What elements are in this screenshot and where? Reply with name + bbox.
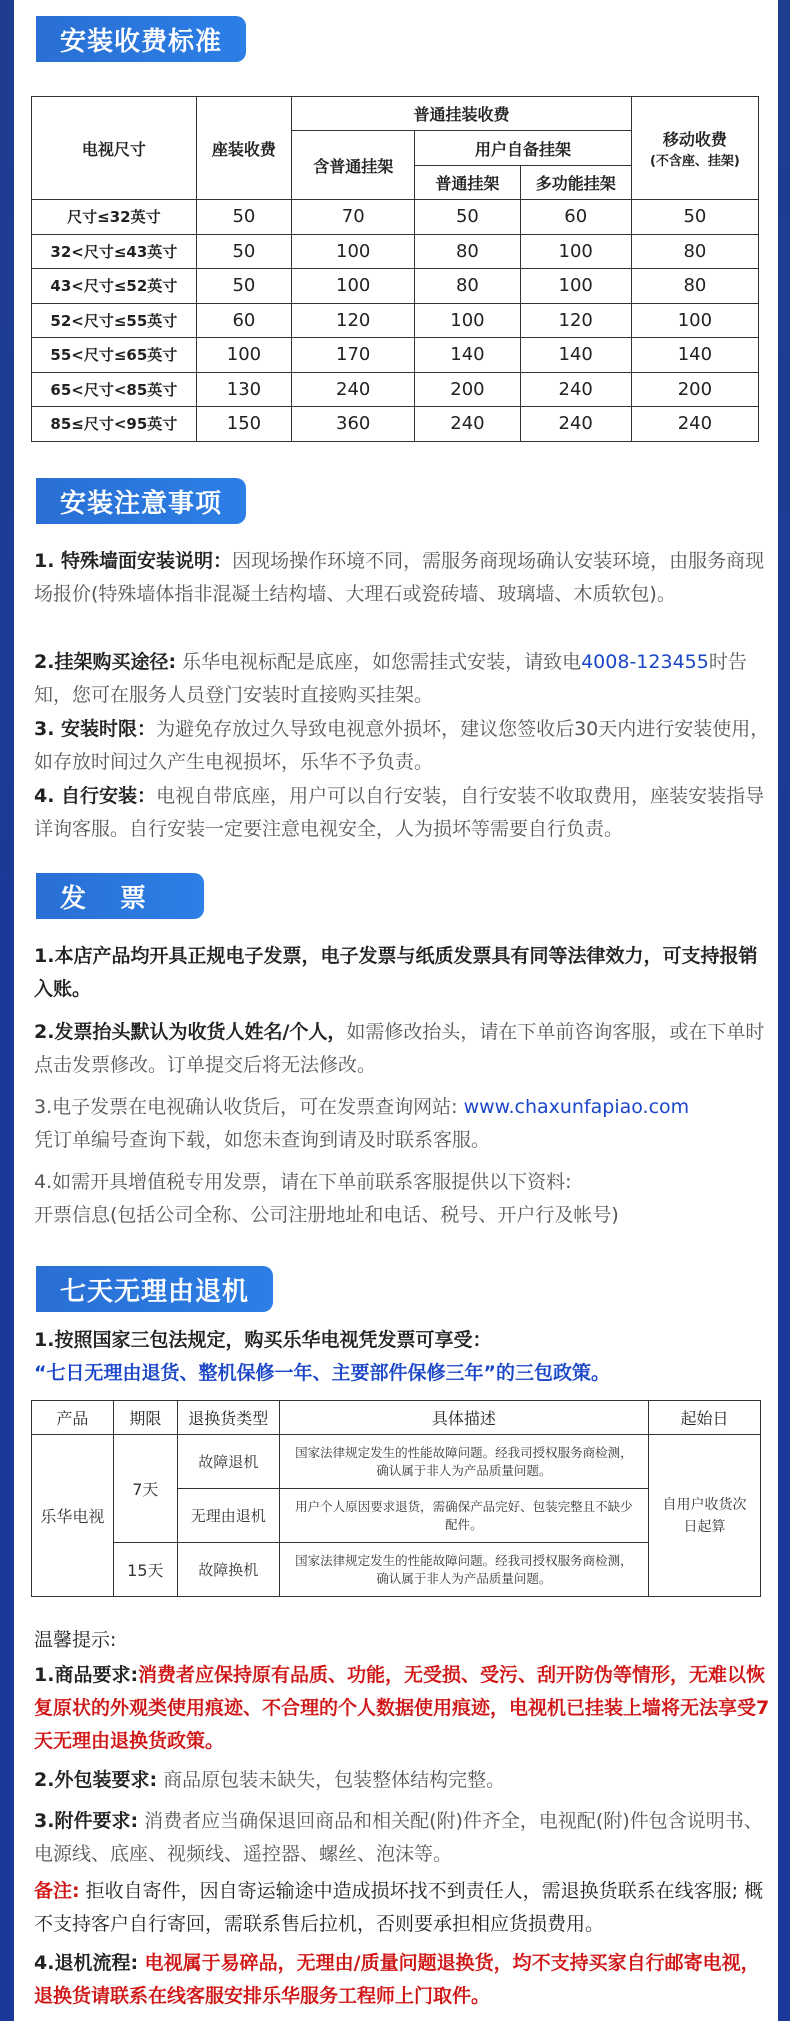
section-title-invoice: 发票 [36,873,204,919]
cell-size: 85≤尺寸<95英寸 [32,407,197,442]
cell-desc: 国家法律规定发生的性能故障问题。经我司授权服务商检测，确认属于非人为产品质量问题。 [279,1435,648,1489]
table-row [32,338,759,373]
cell-multi: 140 [520,338,631,373]
tip-1: 1.商品要求:消费者应保持原有品质、功能，无受损、受污、刮开防伪等情形，无难以恢复原状的外观类使用痕迹、不合理的个人数据使用痕迹，电视机已挂装上墙将无法享受7天无理由退换货政策。 [34,1664,770,1752]
table-row [32,200,759,235]
cell-type: 故障退机 [177,1435,279,1489]
th-seat-fee: 座装收费 [196,97,291,200]
return-policy-table [31,1400,761,1597]
cell-normal: 100 [415,303,520,338]
th-user-own-mount: 用户自备挂架 [415,131,632,166]
cell-desc: 国家法律规定发生的性能故障问题。经我司授权服务商检测，确认属于非人为产品质量问题。 [279,1543,648,1597]
table-row [32,303,759,338]
th-return-type: 退换货类型 [177,1401,279,1435]
hotline-number: 4008-123455 [581,651,709,673]
cell-multi: 240 [520,372,631,407]
cell-multi: 240 [520,407,631,442]
invoice-item-4: 4.如需开具增值税专用发票，请在下单前联系客服提供以下资料: 开票信息(包括公司全称、公司注册地址和电话、税号、开户行及帐号) [34,1171,619,1226]
cell-seat: 50 [196,234,291,269]
invoice-query-link[interactable]: www.chaxunfapiao.com [463,1096,690,1118]
return-intro: 1.按照国家三包法规定，购买乐华电视凭发票可享受： “七日无理由退货、整机保修一年、主要部件保修三年”的三包政策。 [34,1329,610,1384]
th-normal-mount-fee: 普通挂装收费 [292,97,632,131]
th-normal-mount: 普通挂架 [415,166,520,200]
cell-seat: 60 [196,303,291,338]
cell-size: 52<尺寸≤55英寸 [32,303,197,338]
cell-size: 55<尺寸≤65英寸 [32,338,197,373]
section-title-notes: 安装注意事项 [36,478,246,524]
th-move-fee: 移动收费 (不含座、挂架) [631,97,758,200]
note-item-3: 3. 安装时限：为避免存放过久导致电视意外损坏，建议您签收后30天内进行安装使用，如存放时间过久产生电视损坏，乐华不予负责。 [34,718,770,773]
cell-seat: 150 [196,407,291,442]
invoice-item-3: 3.电子发票在电视确认收货后，可在发票查询网站: www.chaxunfapiao.com 凭订单编号查询下载，如您未查询到请及时联系客服。 [34,1096,690,1151]
th-multi-mount: 多功能挂架 [520,166,631,200]
cell-move: 50 [631,200,758,235]
tip-note: 备注: 拒收自寄件，因自寄运输途中造成损坏找不到责任人，需退换货联系在线客服; 概不支持客户自行寄回，需联系售后拉机，否则要承担相应货损费用。 [34,1880,764,1935]
cell-incl: 360 [292,407,415,442]
tips-title: 温馨提示: [34,1629,117,1651]
cell-size: 尺寸≤32英寸 [32,200,197,235]
invoice-item-2: 2.发票抬头默认为收货人姓名/个人，如需修改抬头，请在下单前咨询客服，或在下单时点击发票修改。订单提交后将无法修改。 [34,1021,765,1076]
th-period: 期限 [113,1401,177,1435]
th-tv-size: 电视尺寸 [32,97,197,200]
cell-multi: 120 [520,303,631,338]
table-row [32,234,759,269]
tip-2: 2.外包装要求: 商品原包装未缺失，包装整体结构完整。 [34,1769,506,1791]
th-product: 产品 [32,1401,114,1435]
table-row [32,1435,761,1489]
cell-multi: 100 [520,269,631,304]
cell-multi: 100 [520,234,631,269]
cell-size: 32<尺寸≤43英寸 [32,234,197,269]
th-start-day: 起始日 [649,1401,761,1435]
cell-move: 140 [631,338,758,373]
cell-incl: 120 [292,303,415,338]
cell-normal: 140 [415,338,520,373]
cell-normal: 80 [415,269,520,304]
table-row [32,407,759,442]
install-fee-table [31,96,759,442]
table-row [32,372,759,407]
cell-incl: 240 [292,372,415,407]
cell-normal: 50 [415,200,520,235]
note-item-4: 4. 自行安装：电视自带底座，用户可以自行安装，自行安装不收取费用，座装安装指导详询客服。自行安装一定要注意电视安全，人为损坏等需要自行负责。 [34,785,765,840]
cell-desc: 用户个人原因要求退货，需确保产品完好、包装完整且不缺少配件。 [279,1489,648,1543]
section-title-install-fee: 安装收费标准 [36,16,246,62]
cell-seat: 100 [196,338,291,373]
section-title-return: 七天无理由退机 [36,1266,273,1312]
note-item-2: 2.挂架购买途径: 乐华电视标配是底座，如您需挂式安装，请致电4008-123455时告知，您可在服务人员登门安装时直接购买挂架。 [34,651,747,706]
cell-seat: 50 [196,200,291,235]
cell-move: 100 [631,303,758,338]
cell-move: 200 [631,372,758,407]
cell-period: 7天 [113,1435,177,1543]
cell-incl: 170 [292,338,415,373]
cell-incl: 70 [292,200,415,235]
cell-multi: 60 [520,200,631,235]
cell-seat: 50 [196,269,291,304]
cell-move: 240 [631,407,758,442]
cell-seat: 130 [196,372,291,407]
cell-normal: 200 [415,372,520,407]
th-incl-normal-mount: 含普通挂架 [292,131,415,200]
cell-period: 15天 [113,1543,177,1597]
invoice-item-1: 1.本店产品均开具正规电子发票，电子发票与纸质发票具有同等法律效力，可支持报销入账。 [34,945,758,1000]
page [14,0,778,2021]
tip-3: 3.附件要求: 消费者应当确保退回商品和相关配(附)件齐全，电视配(附)件包含说明书、电源线、底座、视频线、遥控器、螺丝、泡沫等。 [34,1810,763,1865]
cell-size: 43<尺寸≤52英寸 [32,269,197,304]
cell-size: 65<尺寸<85英寸 [32,372,197,407]
cell-normal: 80 [415,234,520,269]
cell-product: 乐华电视 [32,1435,114,1597]
cell-move: 80 [631,269,758,304]
tip-4: 4.退机流程: 电视属于易碎品，无理由/质量问题退换货，均不支持买家自行邮寄电视，退换货请联系在线客服安排乐华服务工程师上门取件。 [34,1952,760,2007]
cell-type: 无理由退机 [177,1489,279,1543]
table-row [32,269,759,304]
cell-move: 80 [631,234,758,269]
cell-start-day: 自用户收货次日起算 [649,1435,761,1597]
th-description: 具体描述 [279,1401,648,1435]
cell-normal: 240 [415,407,520,442]
cell-incl: 100 [292,234,415,269]
note-item-1: 1. 特殊墙面安装说明：因现场操作环境不同，需服务商现场确认安装环境，由服务商现场报价(特殊墙体指非混凝土结构墙、大理石或瓷砖墙、玻璃墙、木质软包)。 [34,550,765,605]
cell-type: 故障换机 [177,1543,279,1597]
cell-incl: 100 [292,269,415,304]
